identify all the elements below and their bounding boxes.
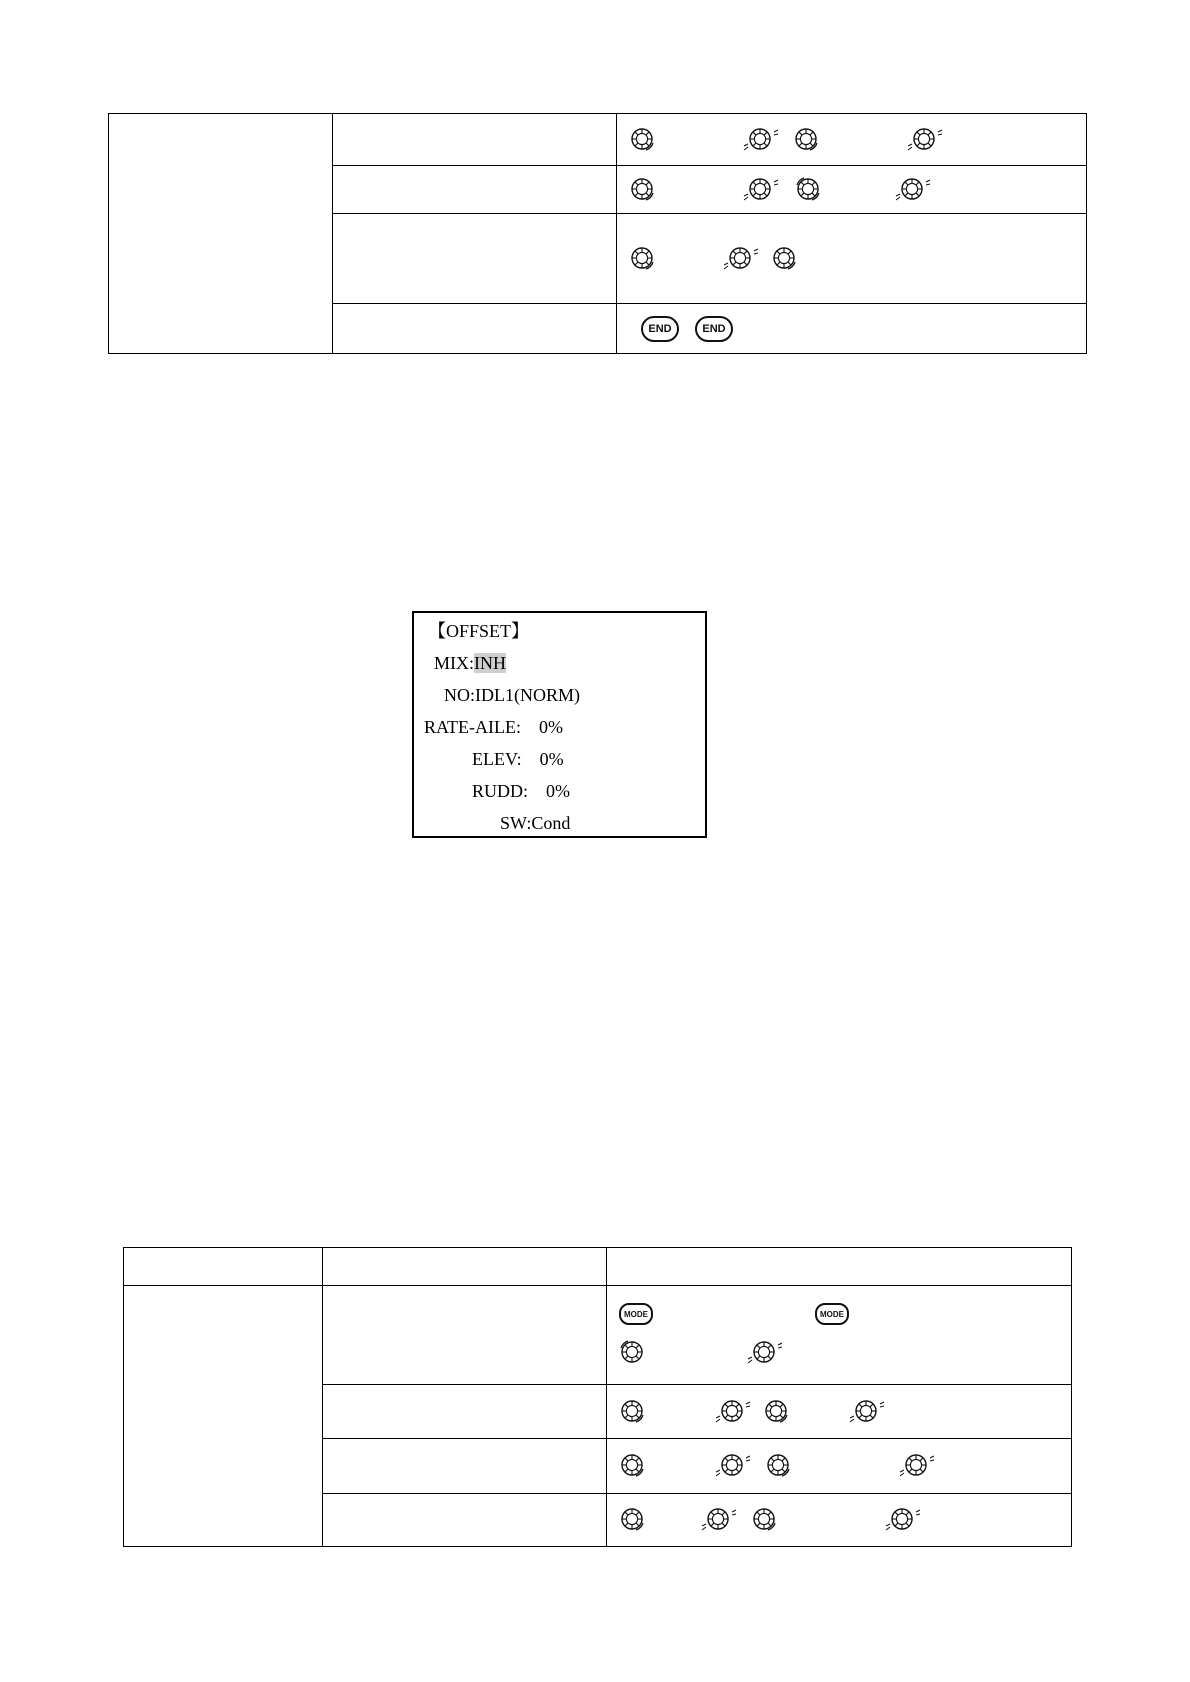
bottom-table-icon-cell: [607, 1439, 1072, 1494]
lcd-rudd-row[interactable]: RUDD: 0%: [472, 781, 570, 801]
lcd-title: 【OFFSET】: [428, 621, 530, 641]
dial-push-icon: [895, 176, 931, 204]
top-table-step-cell: [333, 214, 617, 304]
bottom-table-step-cell: [323, 1286, 607, 1385]
lcd-sw-row[interactable]: SW:Cond: [500, 813, 571, 833]
dial-push-icon: [899, 1452, 935, 1480]
dial-push-icon: [743, 126, 779, 154]
dial-rotate-icon: [751, 1506, 781, 1534]
end-key-icon: END: [695, 316, 733, 342]
lcd-screen: [412, 611, 707, 838]
bottom-table-header-cell: [323, 1248, 607, 1286]
bottom-table-step-cell: [323, 1439, 607, 1494]
dial-rotate-icon: [765, 1452, 795, 1480]
lcd-mix-value[interactable]: INH: [474, 653, 506, 673]
dial-rotate-icon: [763, 1398, 793, 1426]
top-table-step-cell: [333, 304, 617, 354]
dial-push-icon: [743, 176, 779, 204]
bottom-table-header-cell: [607, 1248, 1072, 1286]
dial-rotate-icon: [795, 176, 825, 204]
dial-rotate-icon: [629, 176, 659, 204]
dial-rotate-icon: [771, 245, 801, 273]
bottom-table-header-cell: [124, 1248, 323, 1286]
dial-push-icon: [747, 1339, 783, 1367]
dial-push-icon: [907, 126, 943, 154]
dial-rotate-icon: [619, 1506, 649, 1534]
top-table: [108, 113, 1087, 354]
dial-rotate-icon: [793, 126, 823, 154]
dial-rotate-icon: [619, 1398, 649, 1426]
dial-rotate-icon: [619, 1452, 649, 1480]
mode-key-icon: MODE: [815, 1303, 849, 1325]
bottom-table-step-cell: [323, 1385, 607, 1439]
top-table-icon-cell: [617, 166, 1087, 214]
top-table-icon-cell: [617, 214, 1087, 304]
top-table-step-cell: [333, 166, 617, 214]
lcd-rate-aile-row[interactable]: RATE-AILE: 0%: [424, 717, 563, 737]
lcd-mix-row: [434, 653, 506, 673]
end-key-icon: END: [641, 316, 679, 342]
top-table-label-cell: [109, 114, 333, 354]
dial-rotate-icon: [629, 126, 659, 154]
dial-push-icon: [701, 1506, 737, 1534]
dial-push-icon: [723, 245, 759, 273]
dial-rotate-icon: [619, 1339, 649, 1367]
bottom-table-step-cell: [323, 1494, 607, 1547]
bottom-table-icon-cell: [607, 1494, 1072, 1547]
dial-rotate-icon: [629, 245, 659, 273]
bottom-table-label-cell: [124, 1286, 323, 1547]
top-table-icon-cell: [617, 304, 1087, 354]
top-table-step-cell: [333, 114, 617, 166]
dial-push-icon: [849, 1398, 885, 1426]
lcd-mix-label: MIX:: [434, 653, 474, 673]
bottom-table: [123, 1247, 1072, 1547]
bottom-table-icon-cell: [607, 1385, 1072, 1439]
mode-key-icon: MODE: [619, 1303, 653, 1325]
dial-push-icon: [715, 1452, 751, 1480]
bottom-table-icon-cell: [607, 1286, 1072, 1385]
lcd-elev-row[interactable]: ELEV: 0%: [472, 749, 564, 769]
dial-push-icon: [885, 1506, 921, 1534]
dial-push-icon: [715, 1398, 751, 1426]
lcd-no-row[interactable]: NO:IDL1(NORM): [444, 685, 580, 705]
top-table-icon-cell: [617, 114, 1087, 166]
